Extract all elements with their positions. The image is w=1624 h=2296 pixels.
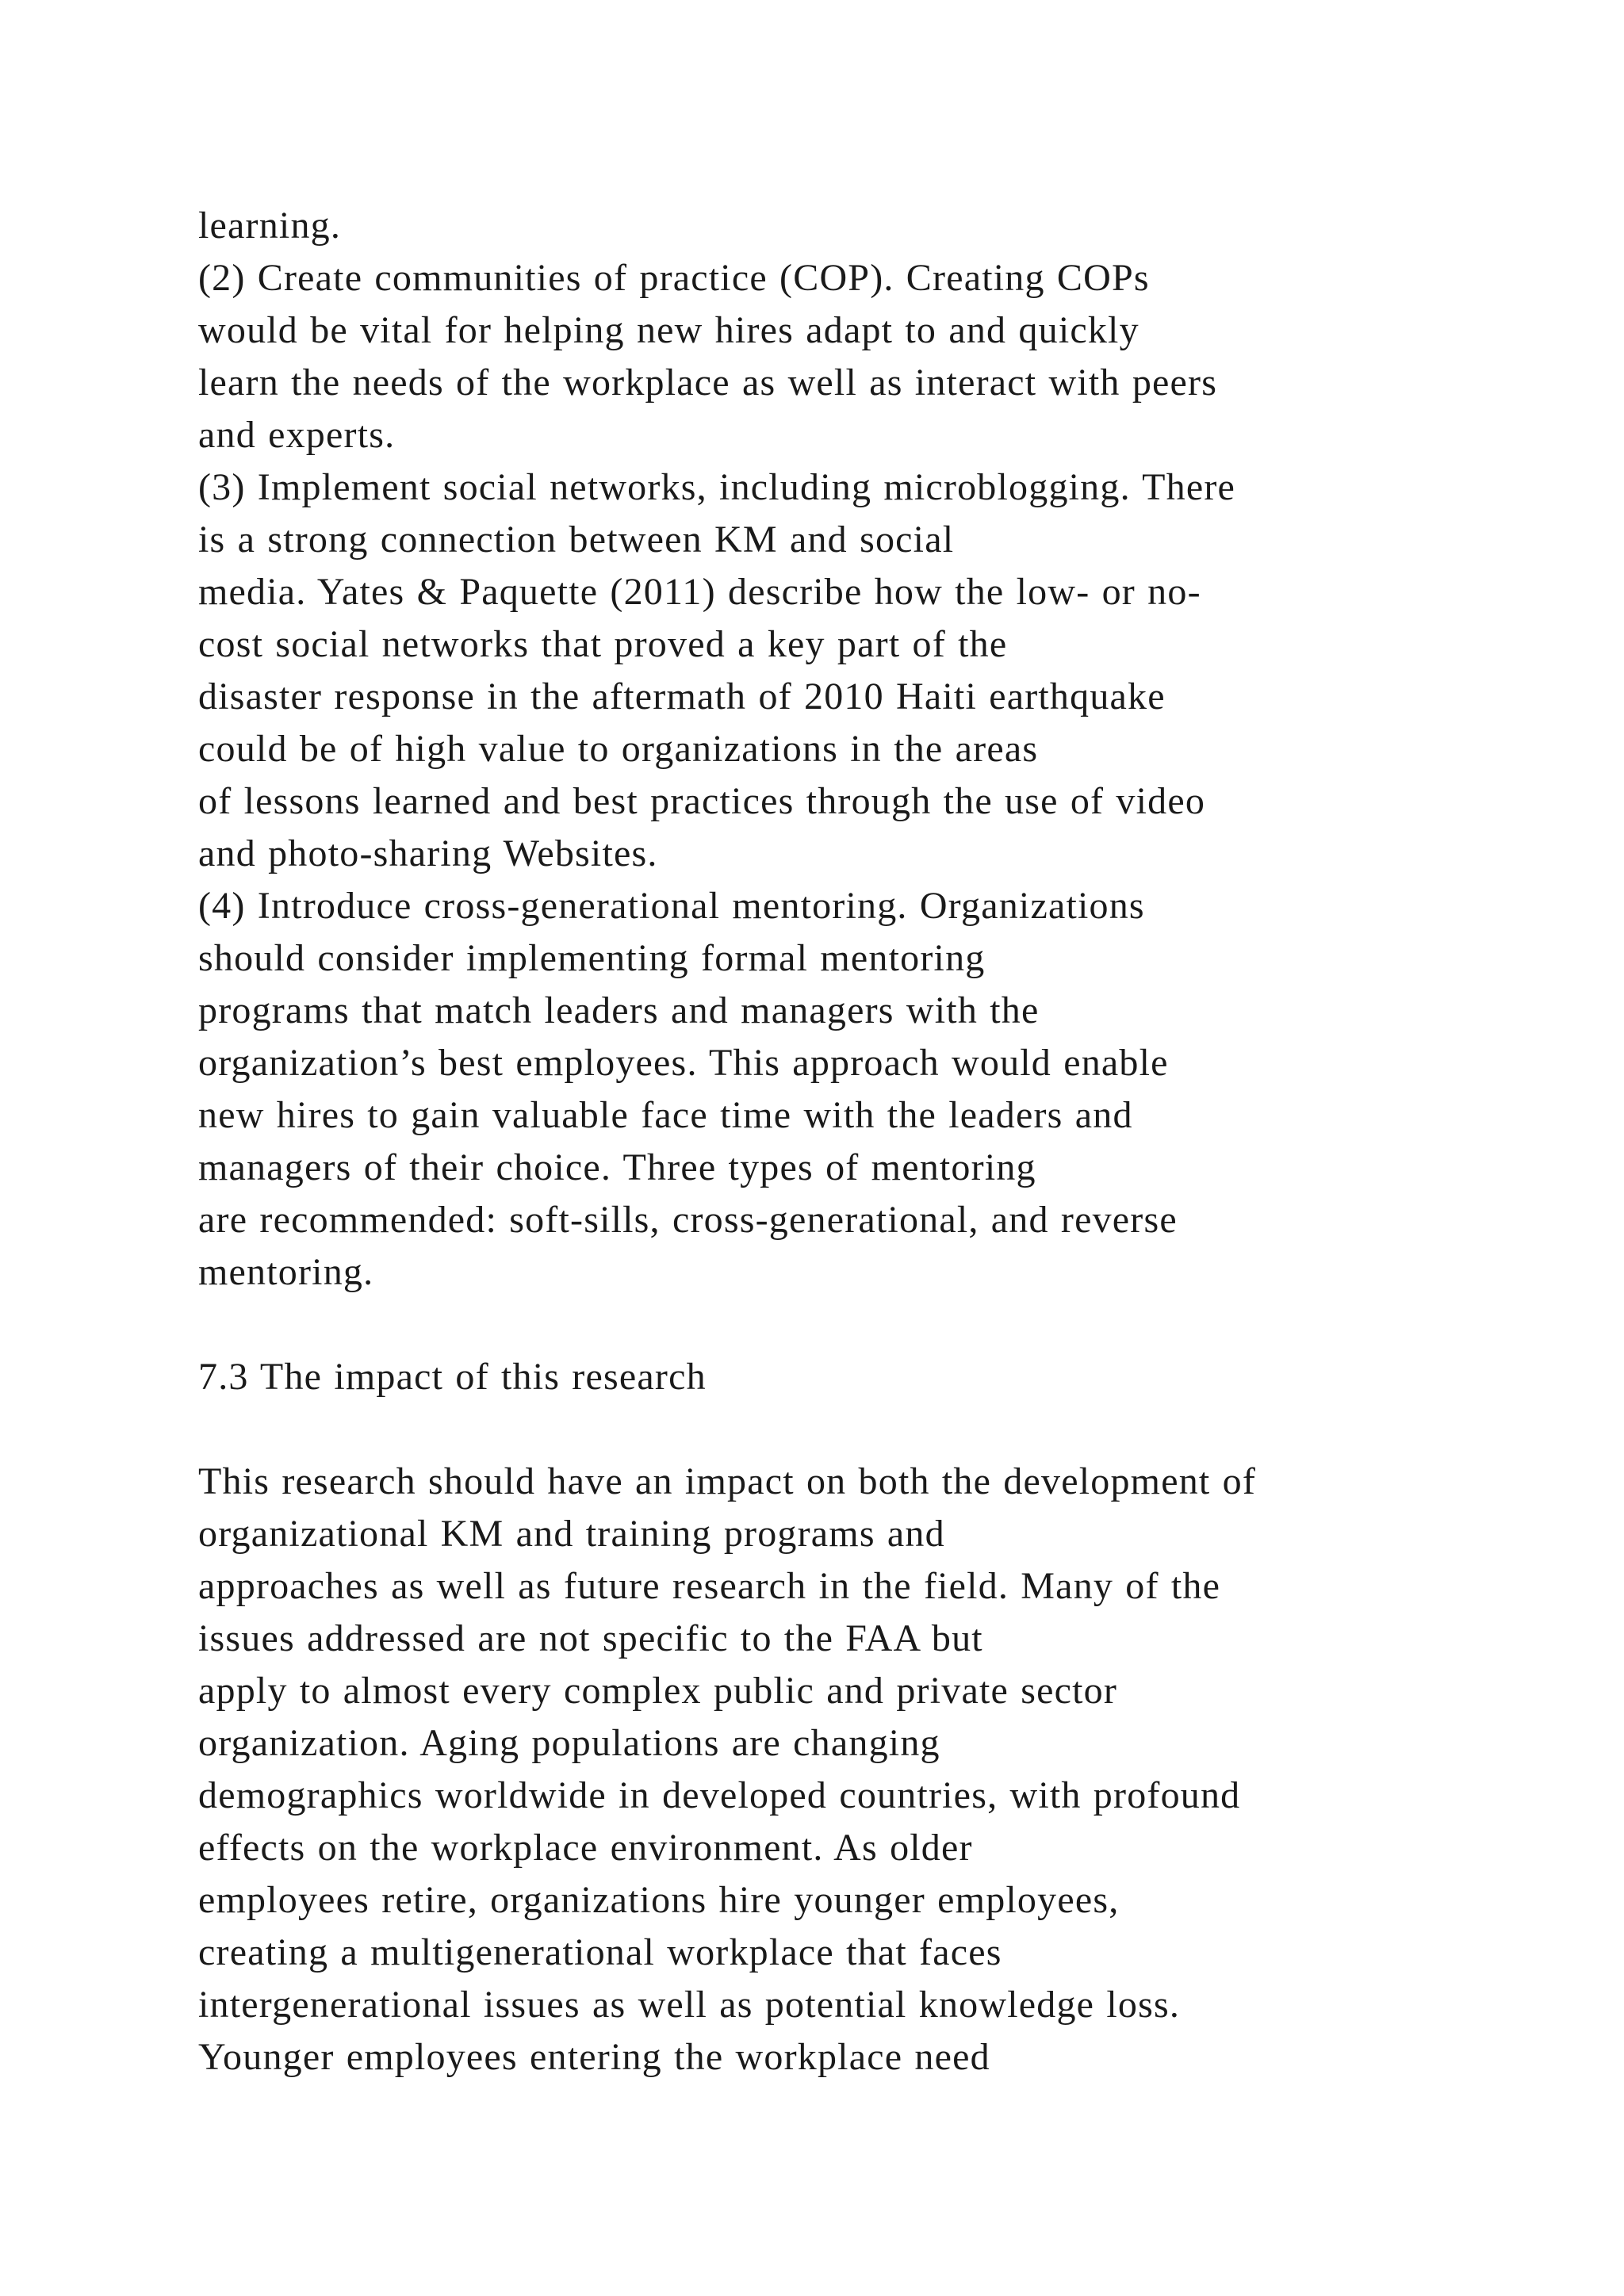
text-line: disaster response in the aftermath of 2010 Haiti earthquake: [198, 675, 1166, 718]
text-line: could be of high value to organizations in the areas: [198, 728, 1039, 770]
text-line: media. Yates & Paquette (2011) describe how the low- or no-: [198, 571, 1201, 613]
text-line: are recommended: soft-sills, cross-generational, and reverse: [198, 1199, 1178, 1241]
text-line: organization. Aging populations are changing: [198, 1722, 940, 1764]
text-line: of lessons learned and best practices through the use of video: [198, 780, 1206, 822]
text-line: apply to almost every complex public and private sector: [198, 1670, 1117, 1712]
text-line: Younger employees entering the workplace need: [198, 2036, 990, 2078]
text-line: This research should have an impact on both the development of: [198, 1460, 1257, 1502]
text-line: new hires to gain valuable face time with the leaders and: [198, 1094, 1133, 1136]
text-line: programs that match leaders and managers with the: [198, 989, 1040, 1031]
text-line: and photo-sharing Websites.: [198, 832, 658, 874]
text-line: employees retire, organizations hire younger employees,: [198, 1879, 1120, 1921]
text-line: cost social networks that proved a key part of the: [198, 623, 1008, 665]
text-line: creating a multigenerational workplace that faces: [198, 1931, 1002, 1973]
text-line: learn the needs of the workplace as well as interact with peers: [198, 362, 1218, 404]
text-line: demographics worldwide in developed countries, with profound: [198, 1774, 1241, 1816]
text-line: (3) Implement social networks, including microblogging. There: [198, 466, 1236, 508]
text-line: is a strong connection between KM and social: [198, 519, 955, 561]
text-line: approaches as well as future research in the field. Many of the: [198, 1565, 1221, 1607]
document-body: [198, 200, 1562, 2084]
blank-line: [198, 1299, 1562, 1351]
text-line: organization’s best employees. This approach would enable: [198, 1042, 1169, 1084]
text-line: and experts.: [198, 414, 396, 456]
text-line: (2) Create communities of practice (COP). Creating COPs: [198, 257, 1150, 299]
text-line: organizational KM and training programs and: [198, 1513, 945, 1555]
text-line: would be vital for helping new hires adapt to and quickly: [198, 309, 1139, 351]
text-line: issues addressed are not specific to the FAA but: [198, 1617, 983, 1659]
text-line: should consider implementing formal mentoring: [198, 937, 986, 979]
text-line: mentoring.: [198, 1251, 374, 1293]
text-line: learning.: [198, 205, 342, 247]
text-line: intergenerational issues as well as potential knowledge loss.: [198, 1984, 1181, 2026]
text-line: managers of their choice. Three types of mentoring: [198, 1146, 1036, 1188]
section-heading: 7.3 The impact of this research: [198, 1356, 707, 1398]
blank-line: [198, 1403, 1562, 1456]
text-line: (4) Introduce cross-generational mentoring. Organizations: [198, 885, 1145, 927]
text-line: effects on the workplace environment. As older: [198, 1827, 973, 1869]
